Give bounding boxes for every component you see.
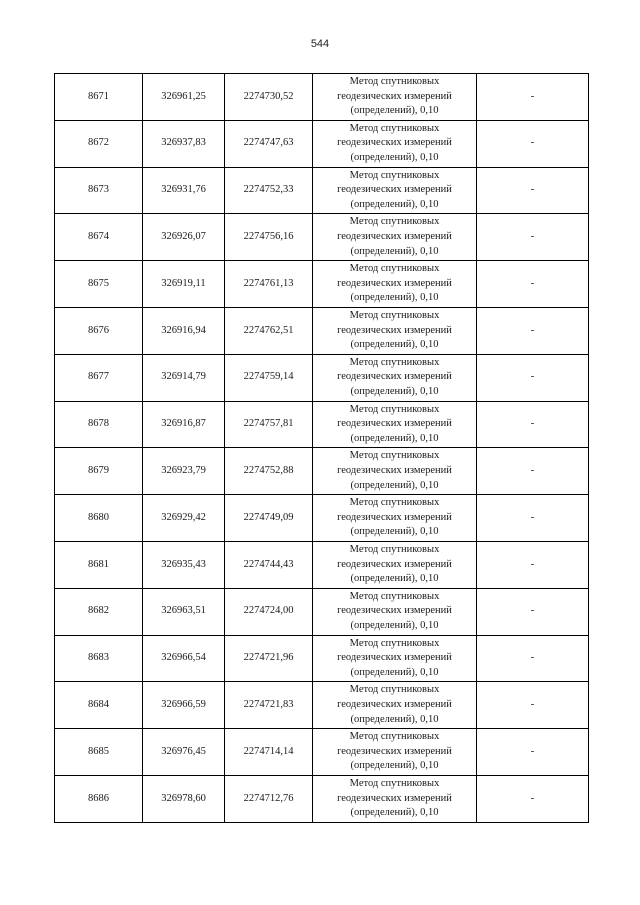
point-id-cell: 8685	[55, 729, 143, 776]
x-coordinate-cell: 326914,79	[143, 354, 225, 401]
method-cell	[313, 448, 477, 495]
point-id-cell: 8674	[55, 214, 143, 261]
table-row	[55, 588, 589, 635]
method-line: (определений), 0,10	[350, 619, 439, 631]
note-cell: -	[477, 682, 589, 729]
method-line: геодезических измерений	[337, 324, 452, 336]
table-row	[55, 448, 589, 495]
method-line: (определений), 0,10	[350, 198, 439, 210]
x-coordinate-cell: 326931,76	[143, 167, 225, 214]
method-cell	[313, 729, 477, 776]
method-line: геодезических измерений	[337, 277, 452, 289]
y-coordinate-cell: 2274759,14	[225, 354, 313, 401]
method-line: Метод спутниковых	[349, 403, 440, 415]
coordinates-table	[54, 73, 589, 823]
note-cell: -	[477, 214, 589, 261]
method-line: геодезических измерений	[337, 745, 452, 757]
method-line: геодезических измерений	[337, 698, 452, 710]
method-cell	[313, 682, 477, 729]
page-number: 544	[310, 38, 330, 50]
y-coordinate-cell: 2274761,13	[225, 261, 313, 308]
y-coordinate-cell: 2274744,43	[225, 541, 313, 588]
table-row	[55, 120, 589, 167]
y-coordinate-cell: 2274756,16	[225, 214, 313, 261]
note-cell: -	[477, 588, 589, 635]
table-row	[55, 354, 589, 401]
method-line: Метод спутниковых	[349, 450, 440, 462]
note-cell: -	[477, 775, 589, 822]
point-id-cell: 8672	[55, 120, 143, 167]
method-line: Метод спутниковых	[349, 263, 440, 275]
x-coordinate-cell: 326923,79	[143, 448, 225, 495]
table-row	[55, 635, 589, 682]
method-line: геодезических измерений	[337, 184, 452, 196]
method-line: (определений), 0,10	[350, 760, 439, 772]
x-coordinate-cell: 326935,43	[143, 541, 225, 588]
x-coordinate-cell: 326963,51	[143, 588, 225, 635]
table-row	[55, 401, 589, 448]
table-row	[55, 261, 589, 308]
method-line: Метод спутниковых	[349, 76, 440, 87]
x-coordinate-cell: 326916,87	[143, 401, 225, 448]
method-line: (определений), 0,10	[350, 713, 439, 725]
method-line: Метод спутниковых	[349, 497, 440, 509]
method-line: Метод спутниковых	[349, 309, 440, 321]
table-row	[55, 541, 589, 588]
method-line: (определений), 0,10	[350, 292, 439, 304]
table-row	[55, 74, 589, 121]
note-cell: -	[477, 635, 589, 682]
x-coordinate-cell: 326926,07	[143, 214, 225, 261]
y-coordinate-cell: 2274712,76	[225, 775, 313, 822]
x-coordinate-cell: 326929,42	[143, 495, 225, 542]
method-line: геодезических измерений	[337, 511, 452, 523]
point-id-cell: 8678	[55, 401, 143, 448]
point-id-cell: 8683	[55, 635, 143, 682]
note-cell: -	[477, 167, 589, 214]
y-coordinate-cell: 2274721,83	[225, 682, 313, 729]
y-coordinate-cell: 2274762,51	[225, 307, 313, 354]
method-line: (определений), 0,10	[350, 479, 439, 491]
method-line: Метод спутниковых	[349, 543, 440, 555]
y-coordinate-cell: 2274752,33	[225, 167, 313, 214]
note-cell: -	[477, 354, 589, 401]
note-cell: -	[477, 448, 589, 495]
y-coordinate-cell: 2274757,81	[225, 401, 313, 448]
method-line: (определений), 0,10	[350, 526, 439, 538]
method-line: (определений), 0,10	[350, 339, 439, 351]
note-cell: -	[477, 261, 589, 308]
table-row	[55, 729, 589, 776]
method-cell	[313, 74, 477, 121]
table-row	[55, 682, 589, 729]
point-id-cell: 8677	[55, 354, 143, 401]
point-id-cell: 8671	[55, 74, 143, 121]
method-cell	[313, 307, 477, 354]
method-line: Метод спутниковых	[349, 356, 440, 368]
x-coordinate-cell: 326978,60	[143, 775, 225, 822]
table-row	[55, 307, 589, 354]
method-line: Метод спутниковых	[349, 590, 440, 602]
method-line: (определений), 0,10	[350, 105, 439, 117]
method-line: геодезических измерений	[337, 137, 452, 149]
method-line: Метод спутниковых	[349, 169, 440, 181]
x-coordinate-cell: 326937,83	[143, 120, 225, 167]
method-line: Метод спутниковых	[349, 777, 440, 789]
method-cell	[313, 401, 477, 448]
method-line: геодезических измерений	[337, 792, 452, 804]
method-line: (определений), 0,10	[350, 385, 439, 397]
x-coordinate-cell: 326961,25	[143, 74, 225, 121]
method-line: (определений), 0,10	[350, 666, 439, 678]
method-line: геодезических измерений	[337, 605, 452, 617]
note-cell: -	[477, 729, 589, 776]
y-coordinate-cell: 2274721,96	[225, 635, 313, 682]
point-id-cell: 8673	[55, 167, 143, 214]
method-line: Метод спутниковых	[349, 731, 440, 743]
method-line: геодезических измерений	[337, 90, 452, 102]
point-id-cell: 8682	[55, 588, 143, 635]
x-coordinate-cell: 326919,11	[143, 261, 225, 308]
method-line: (определений), 0,10	[350, 573, 439, 585]
x-coordinate-cell: 326966,59	[143, 682, 225, 729]
method-line: (определений), 0,10	[350, 432, 439, 444]
method-line: геодезических измерений	[337, 418, 452, 430]
method-line: (определений), 0,10	[350, 151, 439, 163]
table-row	[55, 775, 589, 822]
table-row	[55, 167, 589, 214]
method-line: Метод спутниковых	[349, 216, 440, 228]
point-id-cell: 8679	[55, 448, 143, 495]
point-id-cell: 8686	[55, 775, 143, 822]
y-coordinate-cell: 2274724,00	[225, 588, 313, 635]
x-coordinate-cell: 326976,45	[143, 729, 225, 776]
table-row	[55, 214, 589, 261]
point-id-cell: 8684	[55, 682, 143, 729]
x-coordinate-cell: 326916,94	[143, 307, 225, 354]
note-cell: -	[477, 120, 589, 167]
method-cell	[313, 775, 477, 822]
method-cell	[313, 167, 477, 214]
point-id-cell: 8680	[55, 495, 143, 542]
note-cell: -	[477, 74, 589, 121]
y-coordinate-cell: 2274714,14	[225, 729, 313, 776]
table-row	[55, 495, 589, 542]
method-line: (определений), 0,10	[350, 807, 439, 819]
method-cell	[313, 541, 477, 588]
method-cell	[313, 214, 477, 261]
y-coordinate-cell: 2274749,09	[225, 495, 313, 542]
method-line: Метод спутниковых	[349, 122, 440, 134]
y-coordinate-cell: 2274730,52	[225, 74, 313, 121]
note-cell: -	[477, 307, 589, 354]
method-line: геодезических измерений	[337, 371, 452, 383]
method-line: геодезических измерений	[337, 230, 452, 242]
method-line: Метод спутниковых	[349, 637, 440, 649]
point-id-cell: 8676	[55, 307, 143, 354]
y-coordinate-cell: 2274747,63	[225, 120, 313, 167]
method-line: (определений), 0,10	[350, 245, 439, 257]
method-line: Метод спутниковых	[349, 684, 440, 696]
point-id-cell: 8681	[55, 541, 143, 588]
method-cell	[313, 495, 477, 542]
y-coordinate-cell: 2274752,88	[225, 448, 313, 495]
note-cell: -	[477, 495, 589, 542]
method-cell	[313, 354, 477, 401]
method-line: геодезических измерений	[337, 652, 452, 664]
note-cell: -	[477, 541, 589, 588]
method-line: геодезических измерений	[337, 464, 452, 476]
method-cell	[313, 588, 477, 635]
method-cell	[313, 635, 477, 682]
note-cell: -	[477, 401, 589, 448]
method-cell	[313, 120, 477, 167]
method-cell	[313, 261, 477, 308]
point-id-cell: 8675	[55, 261, 143, 308]
x-coordinate-cell: 326966,54	[143, 635, 225, 682]
method-line: геодезических измерений	[337, 558, 452, 570]
